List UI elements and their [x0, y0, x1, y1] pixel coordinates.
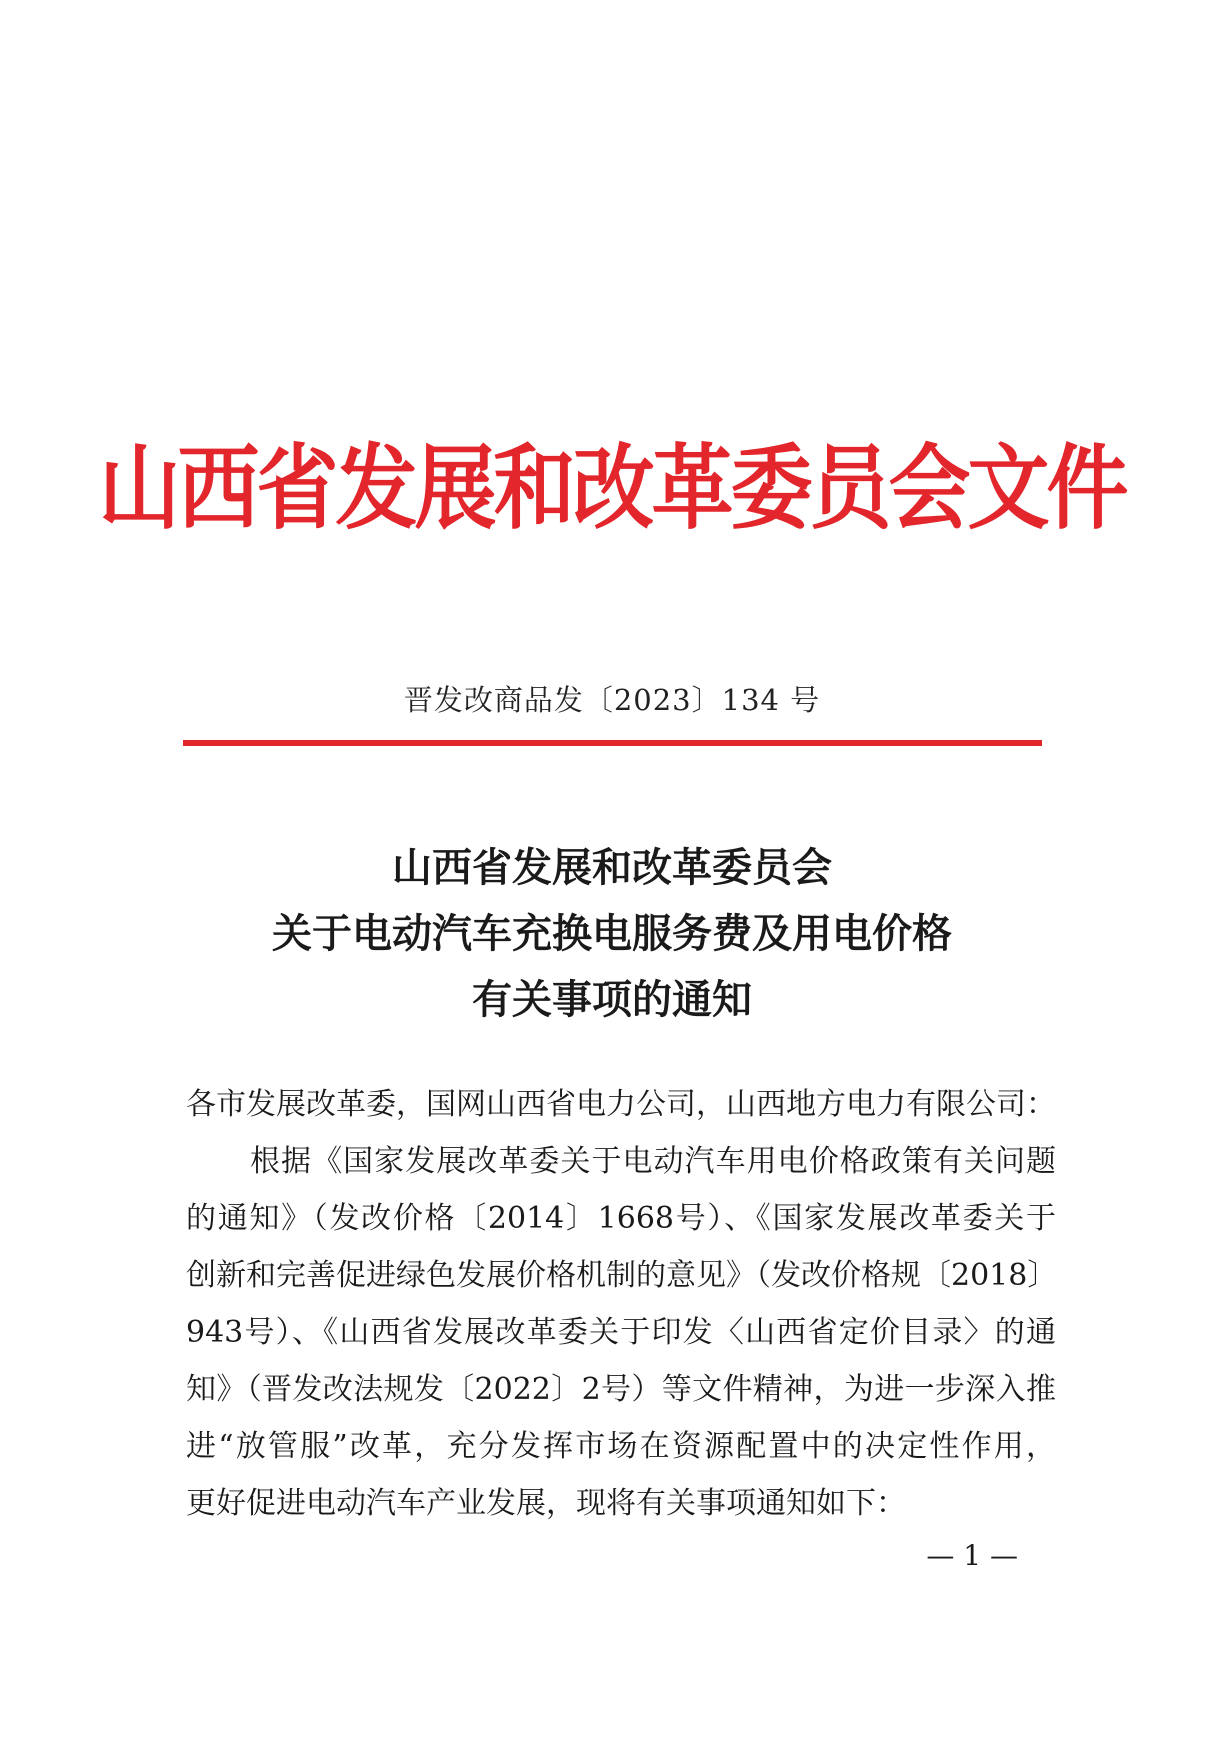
body-line: 创新和完善促进绿色发展价格机制的意见》（发改价格规〔2018〕: [186, 1258, 1058, 1293]
title-line-2: 关于电动汽车充换电服务费及用电价格: [272, 910, 952, 957]
notice-body: [186, 1076, 1056, 1532]
title-line-3: 有关事项的通知: [472, 976, 752, 1023]
body-line: 知》（晋发改法规发〔2022〕2号）等文件精神，为进一步深入推: [186, 1372, 1056, 1407]
salutation-line: 各市发展改革委，国网山西省电力公司，山西地方电力有限公司：: [186, 1087, 1056, 1122]
page-number: — 1 —: [926, 1539, 1018, 1572]
body-line: 根据《国家发展改革委关于电动汽车用电价格政策有关问题: [250, 1144, 1056, 1179]
body-line: 的通知》（发改价格〔2014〕1668号）、《国家发展改革委关于: [186, 1201, 1056, 1236]
red-divider-line: [183, 740, 1042, 746]
title-line-1: 山西省发展和改革委员会: [392, 844, 832, 891]
body-line: 943号）、《山西省发展改革委关于印发〈山西省定价目录〉的通: [186, 1315, 1056, 1350]
body-line: 进“放管服”改革，充分发挥市场在资源配置中的决定性作用，: [186, 1429, 1056, 1464]
body-line: 更好促进电动汽车产业发展，现将有关事项通知如下：: [186, 1486, 906, 1521]
notice-title: [0, 835, 1224, 1033]
masthead-title: 山西省发展和改革委员会文件: [98, 436, 1126, 543]
document-number: 晋发改商品发〔2023〕134 号: [403, 683, 821, 717]
